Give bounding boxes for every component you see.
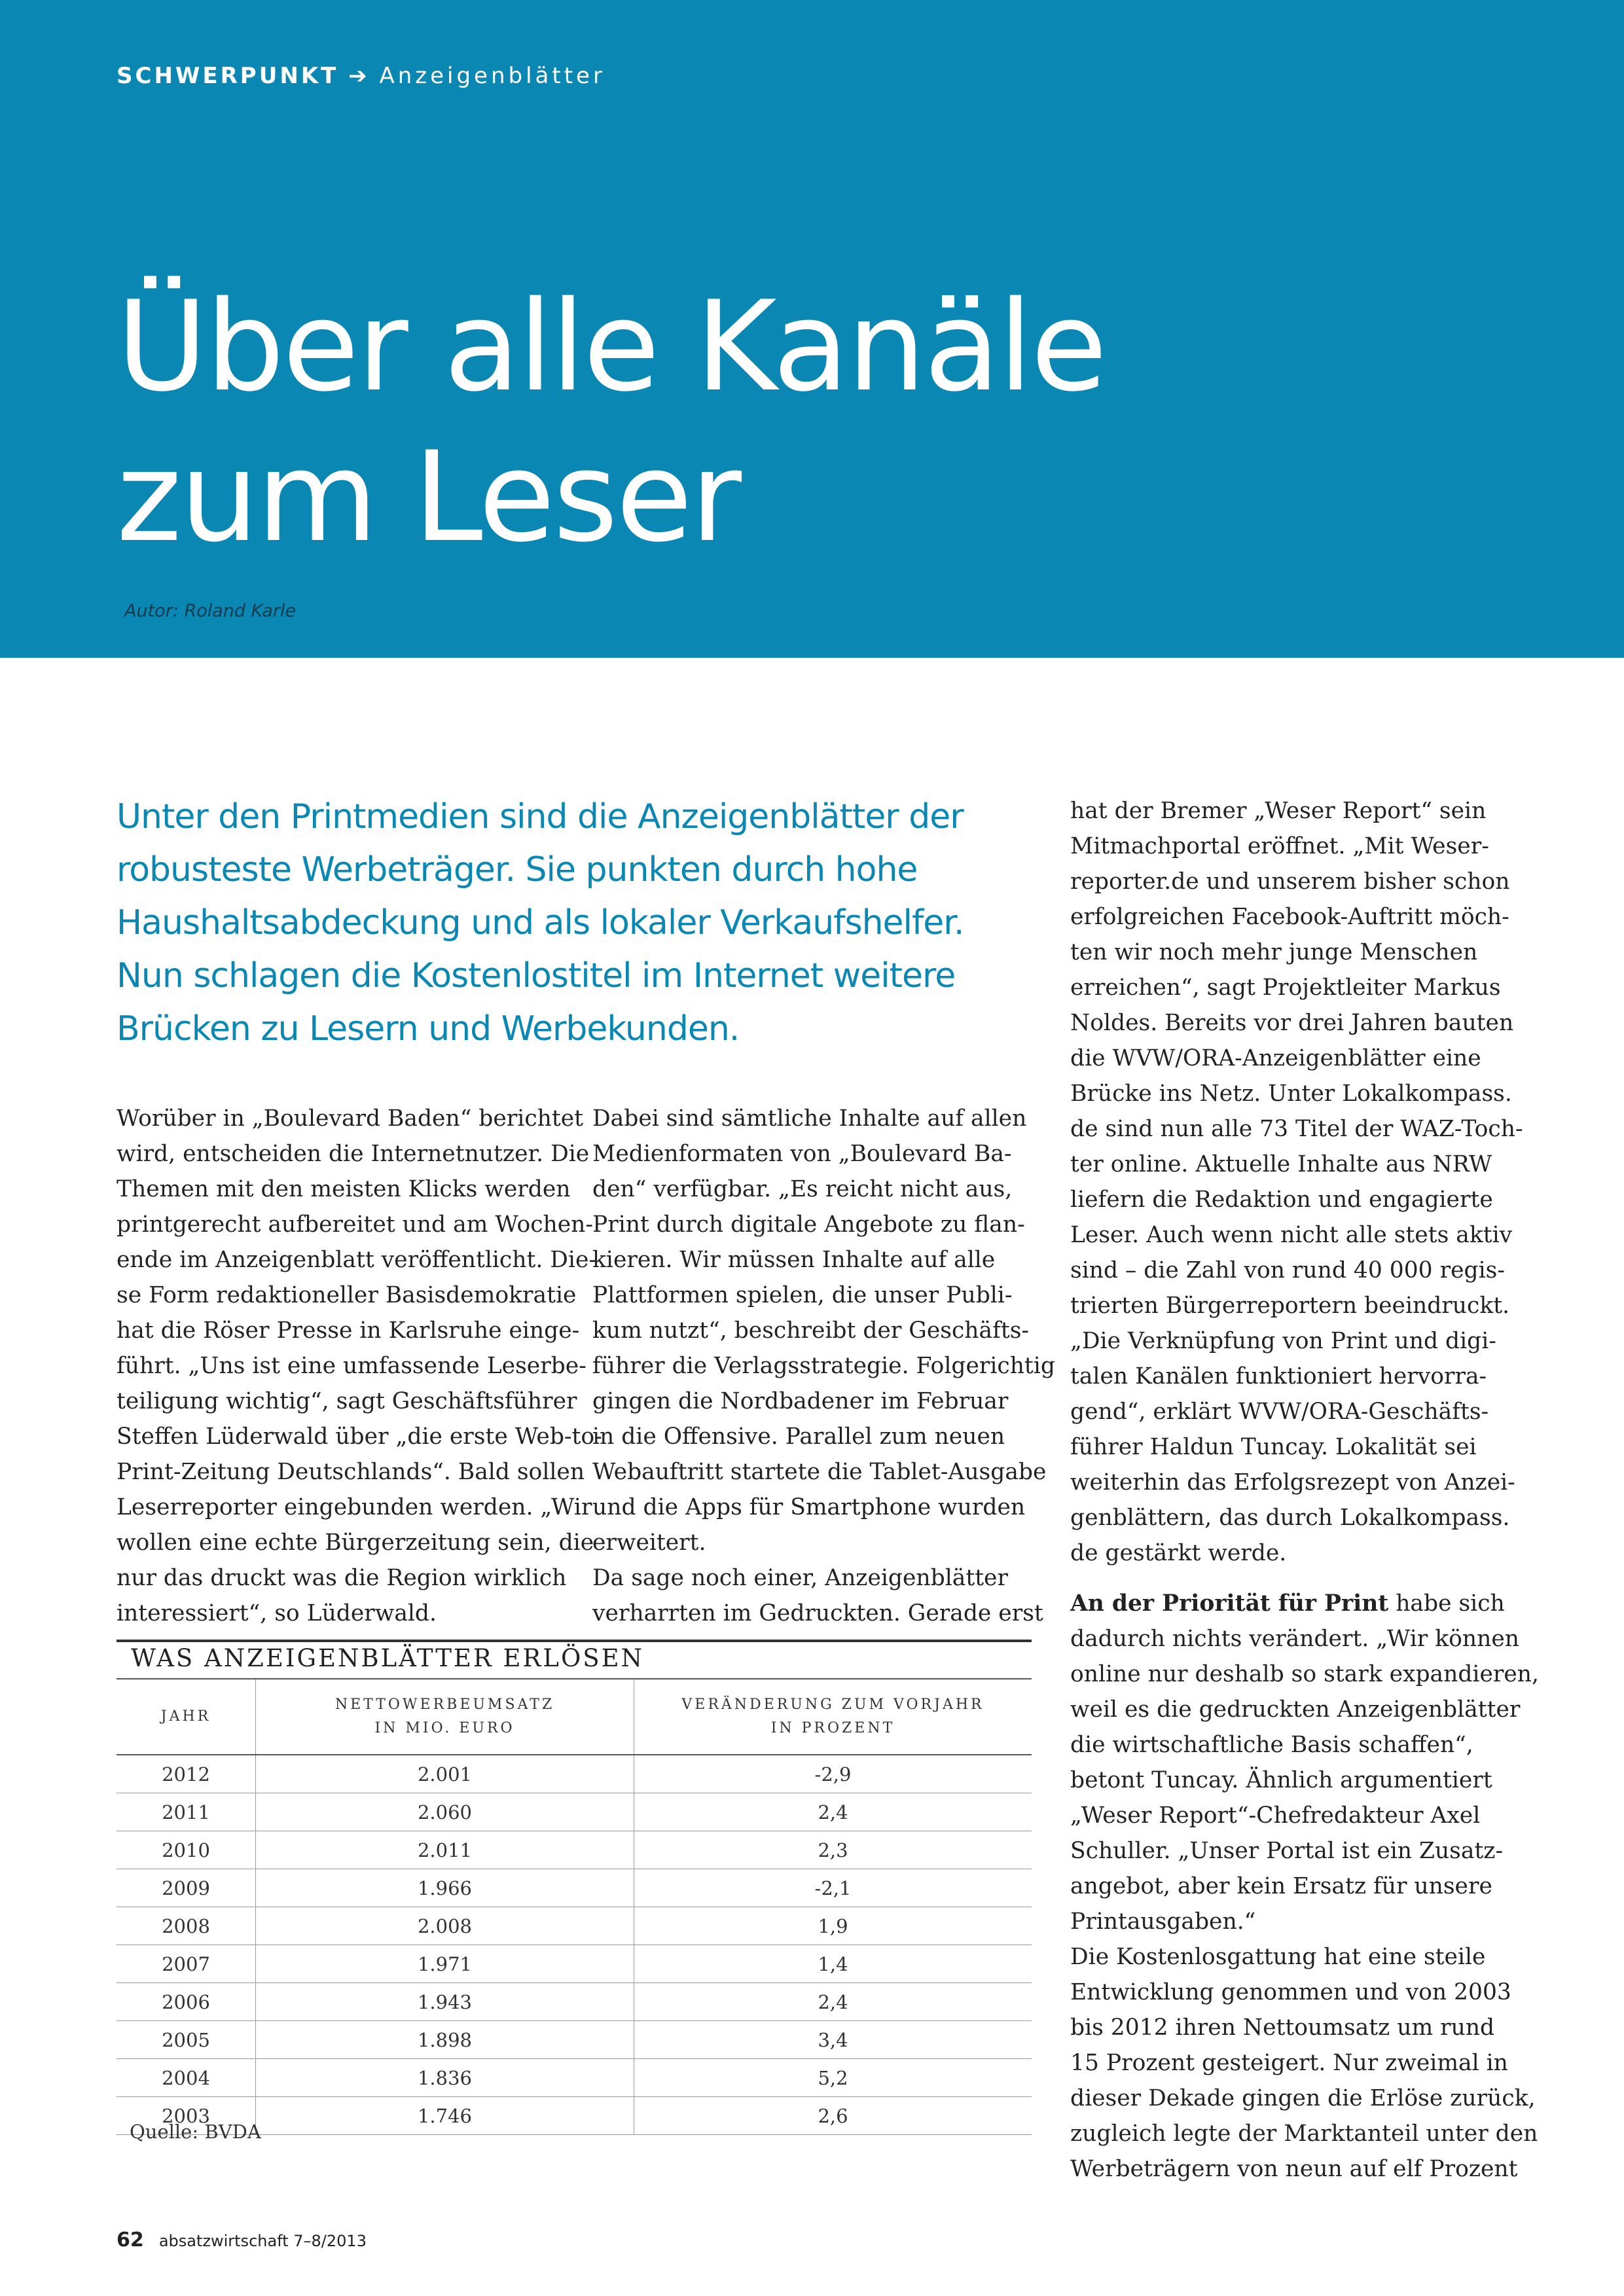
text-line: zugleich legte der Marktanteil unter den xyxy=(1070,2121,1538,2147)
text-line: dieser Dekade gingen die Erlöse zurück, xyxy=(1070,2085,1536,2111)
lead-line: Nun schlagen die Kostenlostitel im Internet weitere xyxy=(117,956,956,996)
text-line: in die Offensive. Parallel zum neuen xyxy=(592,1424,1005,1450)
lead-paragraph xyxy=(117,791,1039,1056)
text-line: führer die Verlagsstrategie. Folgerichtig xyxy=(592,1353,1055,1379)
cell-change: 1,9 xyxy=(634,1907,1032,1945)
text-line: Schuller. „Unser Portal ist ein Zusatz- xyxy=(1070,1838,1504,1864)
cell-revenue: 2.001 xyxy=(256,1755,634,1793)
text-line: reporter.de und unserem bisher schon xyxy=(1070,869,1510,895)
arrow-icon: ➔ xyxy=(348,63,370,89)
cell-year: 2003 xyxy=(117,2097,256,2135)
text-line: sind – die Zahl von rund 40 000 regis- xyxy=(1070,1257,1505,1283)
text-line: erfolgreichen Facebook-Auftritt möch- xyxy=(1070,904,1509,930)
cell-year: 2007 xyxy=(117,1945,256,1983)
cell-change: 5,2 xyxy=(634,2059,1032,2097)
text-line: hat die Röser Presse in Karlsruhe einge- xyxy=(117,1318,580,1344)
cell-change: -2,9 xyxy=(634,1755,1032,1793)
text-line: die WVW/ORA-Anzeigenblätter eine xyxy=(1070,1045,1481,1071)
header-year: JAHR xyxy=(117,1679,256,1755)
cell-change: 2,6 xyxy=(634,2097,1032,2135)
revenue-table-box xyxy=(117,1640,1032,2135)
text-line: ten wir noch mehr junge Menschen xyxy=(1070,939,1478,965)
section-kicker xyxy=(117,63,605,89)
text-line: Werbeträgern von neun auf elf Prozent xyxy=(1070,2156,1518,2182)
text-line: interessiert“, so Lüderwald. xyxy=(117,1600,437,1626)
text-line: Webauftritt startete die Tablet-Ausgabe xyxy=(592,1459,1047,1485)
text-line: Steffen Lüderwald über „die erste Web-to- xyxy=(117,1424,602,1450)
text-line: gingen die Nordbadener im Februar xyxy=(592,1388,1009,1414)
page-number: 62 xyxy=(117,2229,144,2251)
revenue-table xyxy=(117,1678,1032,2135)
text-line: de gestärkt werde. xyxy=(1070,1540,1287,1566)
text-line: Brücke ins Netz. Unter Lokalkompass. xyxy=(1070,1081,1512,1107)
cell-change: 1,4 xyxy=(634,1945,1032,1983)
text-line: Die Kostenlosgattung hat eine steile xyxy=(1070,1944,1486,1970)
table-row xyxy=(117,1755,1032,1793)
cell-change: -2,1 xyxy=(634,1869,1032,1907)
author-credit: Autor: Roland Karle xyxy=(124,601,297,621)
text-line: „Weser Report“-Chefredakteur Axel xyxy=(1070,1803,1481,1829)
text-line: ter online. Aktuelle Inhalte aus NRW xyxy=(1070,1151,1492,1177)
text-line: se Form redaktioneller Basisdemokratie xyxy=(117,1282,577,1308)
text-line: wird, entscheiden die Internetnutzer. Die xyxy=(117,1141,590,1167)
text-line: führt. „Uns ist eine umfassende Leserbe- xyxy=(117,1353,586,1379)
text-line: angebot, aber kein Ersatz für unsere xyxy=(1070,1873,1492,1899)
text-line: die wirtschaftliche Basis schaffen“, xyxy=(1070,1732,1473,1758)
table-body xyxy=(117,1755,1032,2135)
cell-revenue: 1.966 xyxy=(256,1869,634,1907)
text-line: erreichen“, sagt Projektleiter Markus xyxy=(1070,975,1501,1001)
cell-revenue: 2.060 xyxy=(256,1793,634,1831)
text-line: den“ verfügbar. „Es reicht nicht aus, xyxy=(592,1176,1013,1202)
subhead-line xyxy=(1070,1586,1509,1621)
text-line: wollen eine echte Bürgerzeitung sein, die xyxy=(117,1530,594,1556)
text-line: trierten Bürgerreportern beeindruckt. xyxy=(1070,1293,1510,1319)
column-3-part-a xyxy=(1070,793,1523,1571)
text-line: weiterhin das Erfolgsrezept von Anzei- xyxy=(1070,1469,1515,1496)
text-line: Mitmachportal eröffnet. „Mit Weser- xyxy=(1070,833,1489,859)
header-revenue: NETTOWERBEUMSATZ IN MIO. EURO xyxy=(256,1679,634,1755)
section-label: SCHWERPUNKT xyxy=(117,63,339,89)
text-line: betont Tuncay. Ähnlich argumentiert xyxy=(1070,1767,1492,1793)
text-line: printgerecht aufbereitet und am Wochen- xyxy=(117,1211,594,1238)
table-row xyxy=(117,1907,1032,1945)
cell-year: 2004 xyxy=(117,2059,256,2097)
table-row xyxy=(117,1793,1032,1831)
cell-year: 2011 xyxy=(117,1793,256,1831)
text-line: kum nutzt“, beschreibt der Geschäfts- xyxy=(592,1318,1030,1344)
text-line: kieren. Wir müssen Inhalte auf alle xyxy=(592,1247,996,1273)
article-title xyxy=(117,272,1106,573)
cell-revenue: 1.836 xyxy=(256,2059,634,2097)
header-banner xyxy=(0,0,1624,658)
text-line: Printausgaben.“ xyxy=(1070,1909,1256,1935)
text-line: Leser. Auch wenn nicht alle stets aktiv xyxy=(1070,1222,1513,1248)
text-line: führer Haldun Tuncay. Lokalität sei xyxy=(1070,1434,1477,1460)
page-footer xyxy=(117,2229,367,2251)
cell-revenue: 1.943 xyxy=(256,1983,634,2021)
text-line: weil es die gedruckten Anzeigenblätter xyxy=(1070,1696,1521,1723)
table-row xyxy=(117,1869,1032,1907)
title-line: Über alle Kanäle xyxy=(117,274,1106,419)
text-line: Worüber in „Boulevard Baden“ berichtet xyxy=(117,1105,584,1132)
text-line: teiligung wichtig“, sagt Geschäftsführer xyxy=(117,1388,577,1414)
cell-year: 2006 xyxy=(117,1983,256,2021)
column-3-part-b xyxy=(1070,1621,1539,2187)
text-line: Entwicklung genommen und von 2003 xyxy=(1070,1979,1511,2005)
text-line: Da sage noch einer, Anzeigenblätter xyxy=(592,1565,1008,1591)
lead-line: robusteste Werbeträger. Sie punkten durch hohe xyxy=(117,850,918,889)
text-line: erweitert. xyxy=(592,1530,706,1556)
text-line: genblättern, das durch Lokalkompass. xyxy=(1070,1505,1510,1531)
cell-year: 2005 xyxy=(117,2021,256,2059)
cell-change: 3,4 xyxy=(634,2021,1032,2059)
text-line: gend“, erklärt WVW/ORA-Geschäfts- xyxy=(1070,1399,1489,1425)
table-row xyxy=(117,1983,1032,2021)
lead-line: Unter den Printmedien sind die Anzeigenblätter der xyxy=(117,797,964,836)
table-source: Quelle: BVDA xyxy=(130,2121,261,2143)
cell-year: 2012 xyxy=(117,1755,256,1793)
text-line: de sind nun alle 73 Titel der WAZ-Toch- xyxy=(1070,1116,1523,1142)
text-line: liefern die Redaktion und engagierte xyxy=(1070,1187,1493,1213)
table-row xyxy=(117,1831,1032,1869)
text-line: und die Apps für Smartphone wurden xyxy=(592,1494,1026,1520)
cell-year: 2008 xyxy=(117,1907,256,1945)
lead-line: Brücken zu Lesern und Werbekunden. xyxy=(117,1009,740,1049)
subhead-bold: An der Priorität für Print xyxy=(1070,1590,1389,1617)
magazine-issue: absatzwirtschaft 7–8/2013 xyxy=(158,2232,367,2250)
cell-revenue: 1.971 xyxy=(256,1945,634,1983)
text-line: dadurch nichts verändert. „Wir können xyxy=(1070,1626,1520,1652)
text-line: hat der Bremer „Weser Report“ sein xyxy=(1070,798,1487,824)
cell-revenue: 2.011 xyxy=(256,1831,634,1869)
text-line: online nur deshalb so stark expandieren, xyxy=(1070,1661,1539,1687)
text-line: Noldes. Bereits vor drei Jahren bauten xyxy=(1070,1010,1514,1036)
text-line: „Die Verknüpfung von Print und digi- xyxy=(1070,1328,1496,1354)
table-row xyxy=(117,2059,1032,2097)
cell-change: 2,4 xyxy=(634,1793,1032,1831)
table-row xyxy=(117,2021,1032,2059)
text-line: Themen mit den meisten Klicks werden xyxy=(117,1176,571,1202)
text-line: nur das druckt was die Region wirklich xyxy=(117,1565,567,1591)
text-line: Medienformaten von „Boulevard Ba- xyxy=(592,1141,1012,1167)
text-line: ende im Anzeigenblatt veröffentlicht. Die- xyxy=(117,1247,597,1273)
table-header-row xyxy=(117,1679,1032,1755)
topic-label: Anzeigenblätter xyxy=(379,63,605,89)
body-column-1 xyxy=(117,1101,602,1631)
text-line: Leserreporter eingebunden werden. „Wir xyxy=(117,1494,592,1520)
cell-year: 2010 xyxy=(117,1831,256,1869)
text-line: Print-Zeitung Deutschlands“. Bald sollen xyxy=(117,1459,585,1485)
body-column-2 xyxy=(592,1101,1055,1631)
body-column-3 xyxy=(1070,793,1539,2187)
text-line: Plattformen spielen, die unser Publi- xyxy=(592,1282,1013,1308)
header-change: VERÄNDERUNG ZUM VORJAHR IN PROZENT xyxy=(634,1679,1032,1755)
cell-change: 2,4 xyxy=(634,1983,1032,2021)
cell-revenue: 2.008 xyxy=(256,1907,634,1945)
table-title: WAS ANZEIGENBLÄTTER ERLÖSEN xyxy=(117,1640,1032,1678)
text-line: Dabei sind sämtliche Inhalte auf allen xyxy=(592,1105,1027,1132)
lead-line: Haushaltsabdeckung und als lokaler Verkaufshelfer. xyxy=(117,903,964,942)
subhead-rest: habe sich xyxy=(1388,1590,1505,1617)
text-line: bis 2012 ihren Nettoumsatz um rund xyxy=(1070,2015,1495,2041)
text-line: talen Kanälen funktioniert hervorra- xyxy=(1070,1363,1487,1390)
table-row xyxy=(117,1945,1032,1983)
cell-year: 2009 xyxy=(117,1869,256,1907)
text-line: 15 Prozent gesteigert. Nur zweimal in xyxy=(1070,2050,1508,2076)
cell-revenue: 1.898 xyxy=(256,2021,634,2059)
cell-revenue: 1.746 xyxy=(256,2097,634,2135)
title-line: zum Leser xyxy=(117,425,740,569)
text-line: Print durch digitale Angebote zu flan- xyxy=(592,1211,1025,1238)
cell-change: 2,3 xyxy=(634,1831,1032,1869)
text-line: verharrten im Gedruckten. Gerade erst xyxy=(592,1600,1043,1626)
